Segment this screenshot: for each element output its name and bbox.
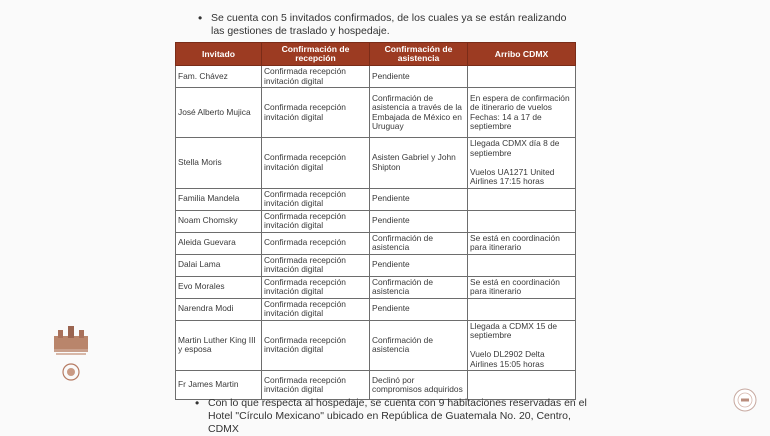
cell-confirmacion-asistencia: Confirmación de asistencia bbox=[370, 320, 468, 371]
cell-confirmacion-recepcion: Confirmada recepción invitación digital bbox=[262, 276, 370, 298]
table-row bbox=[176, 88, 576, 138]
cell-arribo-cdmx: Se está en coordinación para itinerario bbox=[468, 276, 576, 298]
cell-invitado: Fr James Martin bbox=[176, 371, 262, 400]
cell-arribo-cdmx: En espera de confirmación de itinerario de vuelos Fechas: 14 a 17 de septiembre bbox=[468, 88, 576, 138]
table-row bbox=[176, 138, 576, 189]
intro-text: Se cuenta con 5 invitados confirmados, de los cuales ya se están realizando las gestiones de traslado y hospedaje. bbox=[211, 12, 567, 37]
cell-invitado: Noam Chomsky bbox=[176, 210, 262, 232]
table-row bbox=[176, 188, 576, 210]
table-row bbox=[176, 232, 576, 254]
cell-arribo-cdmx: Llegada CDMX día 8 de septiembre Vuelos UA1271 United Airlines 17:15 horas bbox=[468, 138, 576, 189]
cell-invitado: Narendra Modi bbox=[176, 298, 262, 320]
cell-invitado: Martin Luther King III y esposa bbox=[176, 320, 262, 371]
cell-confirmacion-asistencia: Pendiente bbox=[370, 298, 468, 320]
guest-status-table bbox=[175, 42, 576, 400]
intro-paragraph bbox=[198, 11, 581, 38]
cell-confirmacion-recepcion: Confirmada recepción invitación digital bbox=[262, 188, 370, 210]
cell-arribo-cdmx bbox=[468, 210, 576, 232]
cell-confirmacion-asistencia: Pendiente bbox=[370, 254, 468, 276]
table-row bbox=[176, 254, 576, 276]
table-row bbox=[176, 66, 576, 88]
cell-arribo-cdmx bbox=[468, 254, 576, 276]
cell-invitado: Dalai Lama bbox=[176, 254, 262, 276]
cell-confirmacion-recepcion: Confirmada recepción invitación digital bbox=[262, 371, 370, 400]
cell-confirmacion-asistencia: Confirmación de asistencia bbox=[370, 232, 468, 254]
table-row bbox=[176, 320, 576, 371]
cell-confirmacion-asistencia: Pendiente bbox=[370, 188, 468, 210]
header-confirmacion-asistencia: Confirmación de asistencia bbox=[370, 43, 468, 66]
cell-confirmacion-recepcion: Confirmada recepción bbox=[262, 232, 370, 254]
cell-invitado: José Alberto Mujica bbox=[176, 88, 262, 138]
cell-confirmacion-asistencia: Pendiente bbox=[370, 210, 468, 232]
cell-invitado: Evo Morales bbox=[176, 276, 262, 298]
cell-confirmacion-asistencia: Pendiente bbox=[370, 66, 468, 88]
cell-confirmacion-recepcion: Confirmada recepción invitación digital bbox=[262, 88, 370, 138]
cell-confirmacion-recepcion: Confirmada recepción invitación digital bbox=[262, 298, 370, 320]
cell-confirmacion-recepcion: Confirmada recepción invitación digital bbox=[262, 320, 370, 371]
table-row bbox=[176, 276, 576, 298]
cell-arribo-cdmx bbox=[468, 188, 576, 210]
cell-arribo-cdmx bbox=[468, 66, 576, 88]
closing-paragraph bbox=[195, 396, 588, 436]
bullet-icon: • bbox=[198, 11, 203, 25]
cell-confirmacion-asistencia: Asisten Gabriel y John Shipton bbox=[370, 138, 468, 189]
header-invitado: Invitado bbox=[176, 43, 262, 66]
cell-invitado: Aleida Guevara bbox=[176, 232, 262, 254]
table-row bbox=[176, 371, 576, 400]
cell-confirmacion-asistencia: Confirmación de asistencia bbox=[370, 276, 468, 298]
closing-text: Con lo que respecta al hospedaje, se cuenta con 9 habitaciones reservadas en el Hotel "Círculo Mexicano" ubicado en República de Guatemala No. 20, Centro, CDMX bbox=[208, 397, 587, 435]
header-arribo-cdmx: Arribo CDMX bbox=[468, 43, 576, 66]
cell-arribo-cdmx: Se está en coordinación para itinerario bbox=[468, 232, 576, 254]
cell-confirmacion-asistencia: Declinó por compromisos adquiridos bbox=[370, 371, 468, 400]
cell-arribo-cdmx bbox=[468, 298, 576, 320]
table-header-row bbox=[176, 43, 576, 66]
table-row bbox=[176, 210, 576, 232]
cathedral-emblem-icon bbox=[50, 322, 92, 384]
institution-seal-icon bbox=[733, 388, 757, 412]
cell-arribo-cdmx: Llegada a CDMX 15 de septiembre Vuelo DL2902 Delta Airlines 15:05 horas bbox=[468, 320, 576, 371]
cell-confirmacion-recepcion: Confirmada recepción invitación digital bbox=[262, 66, 370, 88]
cell-arribo-cdmx bbox=[468, 371, 576, 400]
bullet-icon: • bbox=[195, 396, 200, 410]
table-row bbox=[176, 298, 576, 320]
cell-confirmacion-recepcion: Confirmada recepción invitación digital bbox=[262, 138, 370, 189]
cell-confirmacion-recepcion: Confirmada recepción invitación digital bbox=[262, 210, 370, 232]
cell-confirmacion-recepcion: Confirmada recepción invitación digital bbox=[262, 254, 370, 276]
cell-invitado: Stella Moris bbox=[176, 138, 262, 189]
cell-invitado: Fam. Chávez bbox=[176, 66, 262, 88]
cell-invitado: Familia Mandela bbox=[176, 188, 262, 210]
cell-confirmacion-asistencia: Confirmación de asistencia a través de la Embajada de México en Uruguay bbox=[370, 88, 468, 138]
header-confirmacion-recepcion: Confirmación de recepción bbox=[262, 43, 370, 66]
